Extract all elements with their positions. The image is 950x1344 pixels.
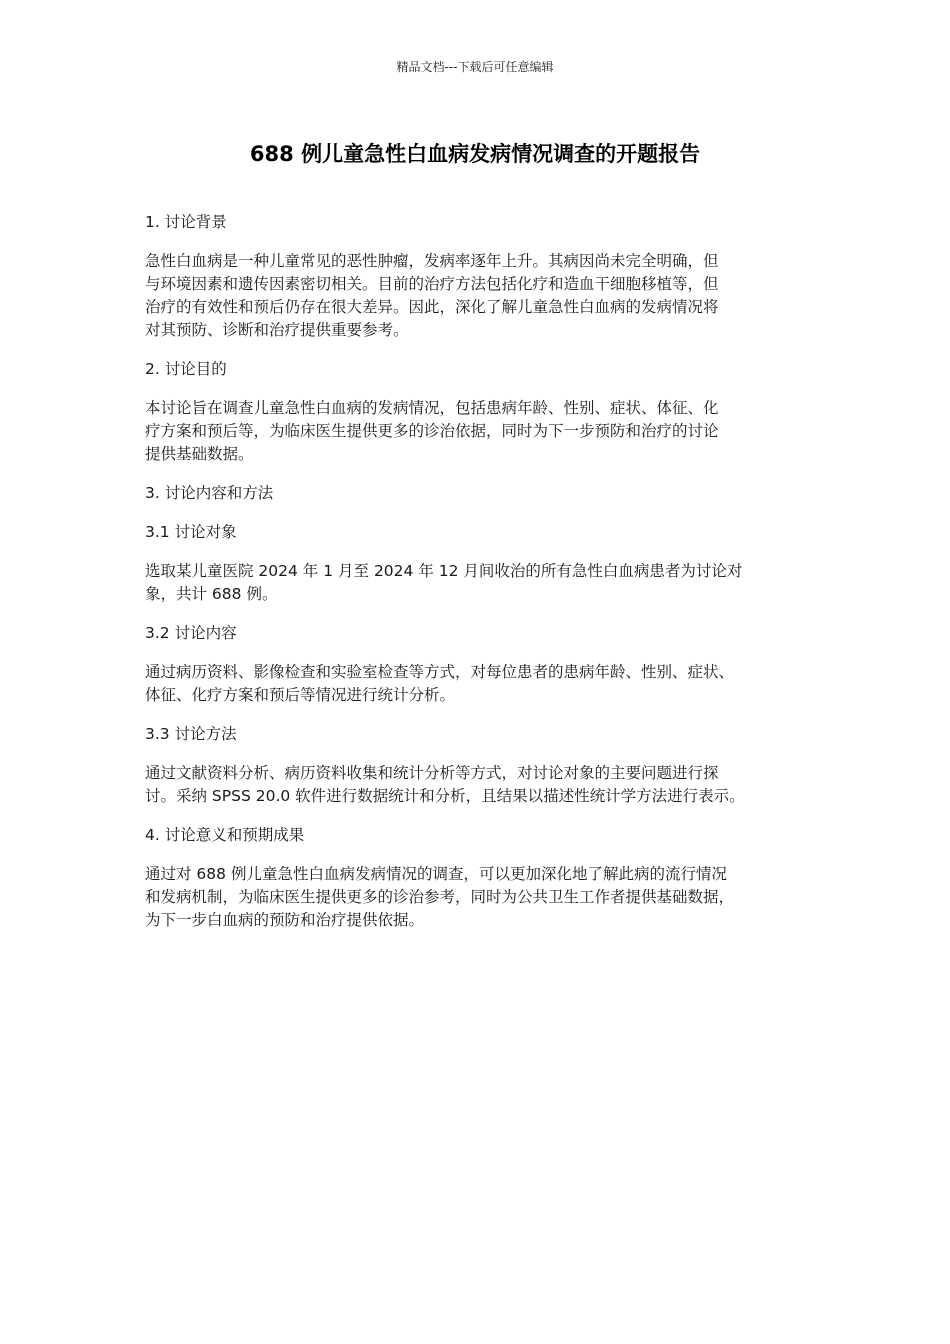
paragraph-line: 讨。采纳 SPSS 20.0 软件进行数据统计和分析，且结果以描述性统计学方法进行表示。 — [145, 787, 745, 805]
section-paragraph-subjects — [145, 560, 810, 606]
paragraph-line: 与环境因素和遗传因素密切相关。目前的治疗方法包括化疗和造血干细胞移植等，但 — [145, 275, 719, 293]
document-body — [145, 211, 810, 948]
section-heading-subjects: 3.1 讨论对象 — [145, 523, 237, 541]
section-paragraph-content — [145, 661, 810, 707]
section-heading-background: 1. 讨论背景 — [145, 213, 227, 231]
page-header: 精品文档---下载后可任意编辑 — [396, 60, 554, 74]
paragraph-line: 急性白血病是一种儿童常见的恶性肿瘤，发病率逐年上升。其病因尚未完全明确，但 — [145, 252, 719, 270]
paragraph-line: 和发病机制，为临床医生提供更多的诊治参考，同时为公共卫生工作者提供基础数据， — [145, 888, 735, 906]
paragraph-line: 象，共计 688 例。 — [145, 585, 278, 603]
section-heading-content: 3.2 讨论内容 — [145, 624, 237, 642]
paragraph-line: 选取某儿童医院 2024 年 1 月至 2024 年 12 月间收治的所有急性白血病患者为讨论对 — [145, 562, 743, 580]
paragraph-line: 治疗的有效性和预后仍存在很大差异。因此，深化了解儿童急性白血病的发病情况将 — [145, 298, 719, 316]
paragraph-line: 为下一步白血病的预防和治疗提供依据。 — [145, 911, 425, 929]
paragraph-line: 通过病历资料、影像检查和实验室检查等方式，对每位患者的患病年龄、性别、症状、 — [145, 663, 735, 681]
section-paragraph-background — [145, 250, 810, 342]
paragraph-line: 对其预防、诊断和治疗提供重要参考。 — [145, 321, 409, 339]
section-heading-methods: 3.3 讨论方法 — [145, 725, 237, 743]
section-heading-significance: 4. 讨论意义和预期成果 — [145, 826, 305, 844]
paragraph-line: 通过文献资料分析、病历资料收集和统计分析等方式，对讨论对象的主要问题进行探 — [145, 764, 719, 782]
document-title: 688 例儿童急性白血病发病情况调查的开题报告 — [249, 142, 701, 166]
section-paragraph-significance — [145, 863, 810, 932]
paragraph-line: 疗方案和预后等，为临床医生提供更多的诊治依据，同时为下一步预防和治疗的讨论 — [145, 422, 719, 440]
section-heading-content-methods: 3. 讨论内容和方法 — [145, 484, 274, 502]
section-paragraph-methods — [145, 762, 810, 808]
paragraph-line: 体征、化疗方案和预后等情况进行统计分析。 — [145, 686, 456, 704]
section-paragraph-purpose — [145, 397, 810, 466]
paragraph-line: 提供基础数据。 — [145, 445, 254, 463]
paragraph-line: 通过对 688 例儿童急性白血病发病情况的调查，可以更加深化地了解此病的流行情况 — [145, 865, 727, 883]
paragraph-line: 本讨论旨在调查儿童急性白血病的发病情况，包括患病年龄、性别、症状、体征、化 — [145, 399, 719, 417]
section-heading-purpose: 2. 讨论目的 — [145, 360, 227, 378]
